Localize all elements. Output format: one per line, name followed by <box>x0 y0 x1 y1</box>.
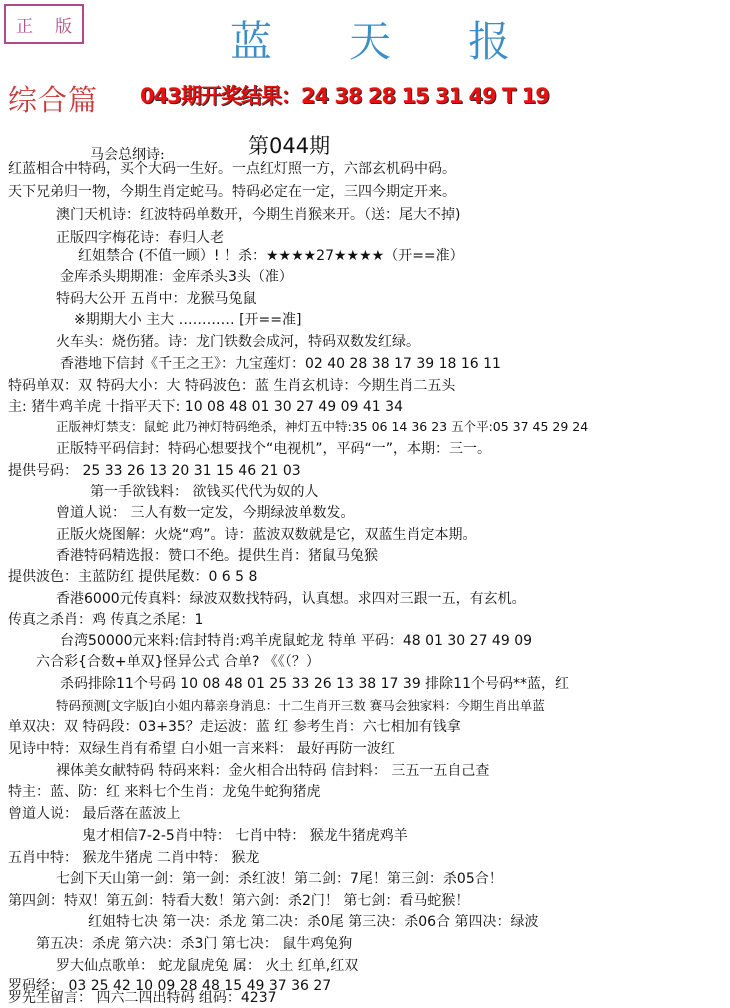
text-line: ※期期大小 主大 ………… [开==准] <box>74 312 302 328</box>
section-heading: 综合篇 <box>8 83 99 117</box>
text-line: 特码大公开 五肖中：龙猴马兔鼠 <box>56 291 257 307</box>
text-line: 正版火烧图解：火烧“鸡”。诗：蓝波双数就是它，双蓝生肖定本期。 <box>56 527 477 543</box>
text-line: 杀码排除11个号码 10 08 48 01 25 33 26 13 38 17 39 排除11个号码**蓝，红 <box>60 676 569 692</box>
text-line: 特主：蓝、防：红 来料七个生肖：龙兔牛蛇狗猪虎 <box>8 784 321 800</box>
text-line: 罗大仙点歌单： 蛇龙鼠虎兔 属： 火土 红单,红双 <box>56 958 359 974</box>
text-line: 见诗中特：双绿生肖有希望 白小姐一言来料： 最好再防一波红 <box>8 741 395 757</box>
issue-number: 第044期 <box>248 134 331 158</box>
text-line: 正版特平码信封：特码心想要找个“电视机”，平码“一”，本期：三一。 <box>56 441 492 457</box>
text-line: 金库杀头期期准：金库杀头3头（准） <box>60 269 293 285</box>
text-line: 香港特码精选报：赞口不绝。提供生肖：猪鼠马兔猴 <box>56 548 378 564</box>
text-line: 提供号码： 25 33 26 13 20 31 15 46 21 03 <box>8 463 301 479</box>
text-line: 第一手欲钱料： 欲钱买代代为奴的人 <box>90 484 319 500</box>
text-line: 第四剑：特双！第五剑：特看大数！第六剑：杀2门！ 第七剑：看马蛇猴！ <box>8 893 470 909</box>
text-line: 罗码经： 03 25 42 10 09 28 48 15 49 37 36 27 <box>8 978 332 994</box>
title-char: 报 <box>467 17 510 66</box>
text-line: 六合彩{合数+单双}怪异公式 合单? 《《（？） <box>36 654 320 670</box>
text-line: 香港6000元传真料：绿波双数找特码，认真想。求四对三跟一五，有玄机。 <box>56 591 526 607</box>
text-line: 曾道人说： 最后落在蓝波上 <box>8 806 181 822</box>
text-line: 主: 猪牛鸡羊虎 十指平天下: 10 08 48 01 30 27 49 09 41 34 <box>8 399 403 415</box>
page-title <box>230 14 510 64</box>
text-line: 火车头：烧伤猪。诗：龙门铁数会成河，特码双数发红绿。 <box>56 334 420 350</box>
text-line: 香港地下信封《千王之王》：九宝莲灯：02 40 28 38 17 39 18 16 11 <box>60 356 501 372</box>
text-line: 鬼才相信7-2-5肖中特： 七肖中特： 猴龙牛猪虎鸡羊 <box>82 828 408 844</box>
text-line: 天下兄弟归一物，今期生肖定蛇马。特码必定在一定，三四今期定开来。 <box>8 184 456 200</box>
text-line: 澳门天机诗：红波特码单数开，今期生肖猴来开。（送：尾大不掉) <box>56 207 461 223</box>
text-line: 提供波色：主蓝防红 提供尾数：0 6 5 8 <box>8 569 258 585</box>
authentic-badge <box>4 4 84 44</box>
text-line: 正版神灯禁支：鼠蛇 此乃神灯特码绝杀，神灯五中特:35 06 14 36 23 五个平:05 37 45 29 24 <box>56 419 589 434</box>
text-line: 红蓝相合中特码，买个大码一生好。一点红灯照一方，六部玄机码中码。 <box>8 161 456 177</box>
text-line: 曾道人说： 三人有数一定发，今期绿波单数发。 <box>56 505 355 521</box>
text-line: 红姐特七决 第一决：杀龙 第二决：杀0尾 第三决：杀06合 第四决：绿波 <box>88 914 539 930</box>
text-line: 第五决：杀虎 第六决：杀3门 第七决： 鼠牛鸡兔狗 <box>36 936 353 952</box>
badge-char: 正 <box>16 16 33 37</box>
text-line: 七剑下天山第一剑：第一剑：杀红波！第二剑：7尾！第三剑：杀05合！ <box>56 871 503 887</box>
title-char: 天 <box>348 17 391 66</box>
text-line: 五肖中特： 猴龙牛猪虎 二肖中特： 猴龙 <box>8 850 260 866</box>
text-line: 台湾50000元来料:信封特肖:鸡羊虎鼠蛇龙 特单 平码：48 01 30 27 49 09 <box>60 633 533 649</box>
title-char: 蓝 <box>230 17 273 66</box>
text-line: 红姐禁合 (不值一顾）! ！杀：★★★★27★★★★（开==准） <box>78 248 464 264</box>
issue-label: 马会总纲诗: <box>90 147 165 163</box>
text-line: 特码预测[文字版]白小姐内幕亲身消息：十二生肖开三数 赛马会独家料：今期生肖出单蓝 <box>56 698 545 713</box>
text-line: 特码单双：双 特码大小：大 特码波色：蓝 生肖玄机诗：今期生肖二五头 <box>8 378 456 394</box>
draw-result: 043期开奖结果：24 38 28 15 31 49 T 19 <box>140 84 549 108</box>
text-line: 罗先生留言： 四六二四出特码 组码：4237 <box>8 990 277 1006</box>
text-line: 正版四字梅花诗：春归人老 <box>56 230 224 246</box>
text-line: 单双决：双 特码段：03+35？走运波：蓝 红 参考生肖：六七相加有钱拿 <box>8 719 461 735</box>
text-line: 传真之杀肖：鸡 传真之杀尾：1 <box>8 612 204 628</box>
badge-char: 版 <box>55 16 72 37</box>
text-line: 裸体美女献特码 特码来料：金火相合出特码 信封料： 三五一五自己查 <box>56 763 490 779</box>
